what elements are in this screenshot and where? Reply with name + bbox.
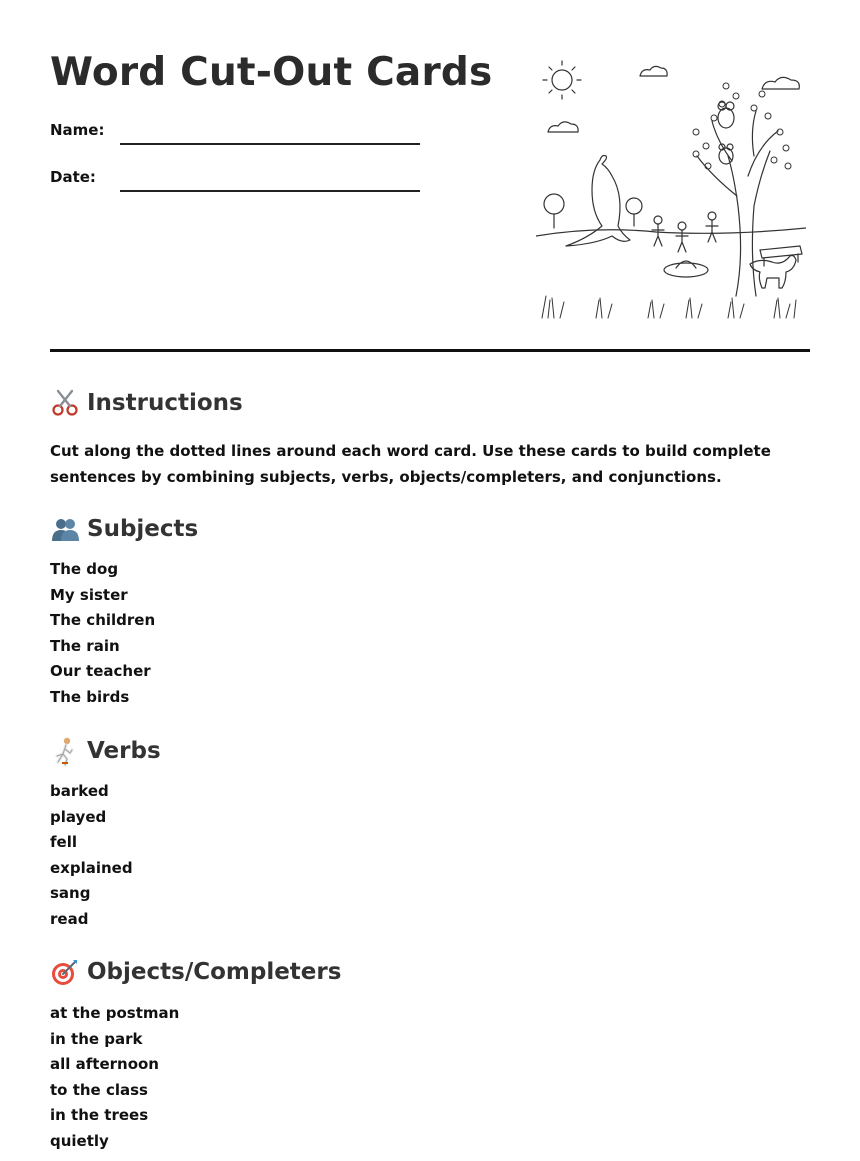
objects-heading-text: Objects/Completers	[87, 959, 342, 985]
objects-heading	[50, 957, 341, 987]
subjects-heading	[50, 514, 198, 544]
sun-icon	[543, 61, 581, 99]
list-item: The dog	[50, 560, 119, 578]
date-field	[50, 168, 422, 198]
name-line	[120, 143, 420, 145]
scissors-icon	[50, 388, 80, 418]
runner-icon	[50, 736, 80, 766]
list-item: The rain	[50, 636, 120, 655]
park-scene-illustration	[536, 56, 806, 324]
header-divider	[50, 349, 810, 352]
subjects-heading-text: Subjects	[87, 516, 199, 542]
list-item: in the park	[50, 1029, 143, 1048]
date-line	[120, 190, 420, 192]
list-item: fell	[50, 833, 77, 852]
list-item: to the class	[50, 1080, 148, 1099]
people-icon	[50, 514, 80, 544]
objects-list	[50, 1001, 179, 1155]
verbs-heading	[50, 736, 161, 766]
list-item: The birds	[50, 687, 130, 706]
list-item: at the postman	[50, 1004, 180, 1022]
list-item: sang	[50, 884, 91, 903]
list-item: played	[50, 807, 107, 826]
verbs-heading-text: Verbs	[87, 738, 161, 764]
target-dart-icon	[50, 957, 80, 987]
instructions-heading	[50, 388, 243, 418]
list-item: in the trees	[50, 1106, 149, 1125]
list-item: explained	[50, 858, 133, 877]
list-item: The children	[50, 611, 156, 630]
name-label: Name:	[50, 121, 105, 139]
list-item: Our teacher	[50, 662, 151, 681]
list-item: My sister	[50, 585, 128, 604]
verbs-list	[50, 779, 133, 933]
list-item: quietly	[50, 1131, 109, 1150]
list-item: read	[50, 909, 89, 928]
page-title: Word Cut-Out Cards	[50, 50, 493, 95]
instructions-text: Cut along the dotted lines around each word card. Use these cards to build complete sentences by combining subjects, verbs, objects/completers, and conjunctions.	[50, 442, 771, 486]
instructions-heading-text: Instructions	[87, 390, 243, 416]
list-item: all afternoon	[50, 1055, 159, 1074]
date-label: Date:	[50, 168, 96, 186]
worksheet-header	[50, 0, 810, 352]
name-field	[50, 121, 422, 151]
list-item: barked	[50, 782, 109, 800]
subjects-list	[50, 557, 155, 711]
